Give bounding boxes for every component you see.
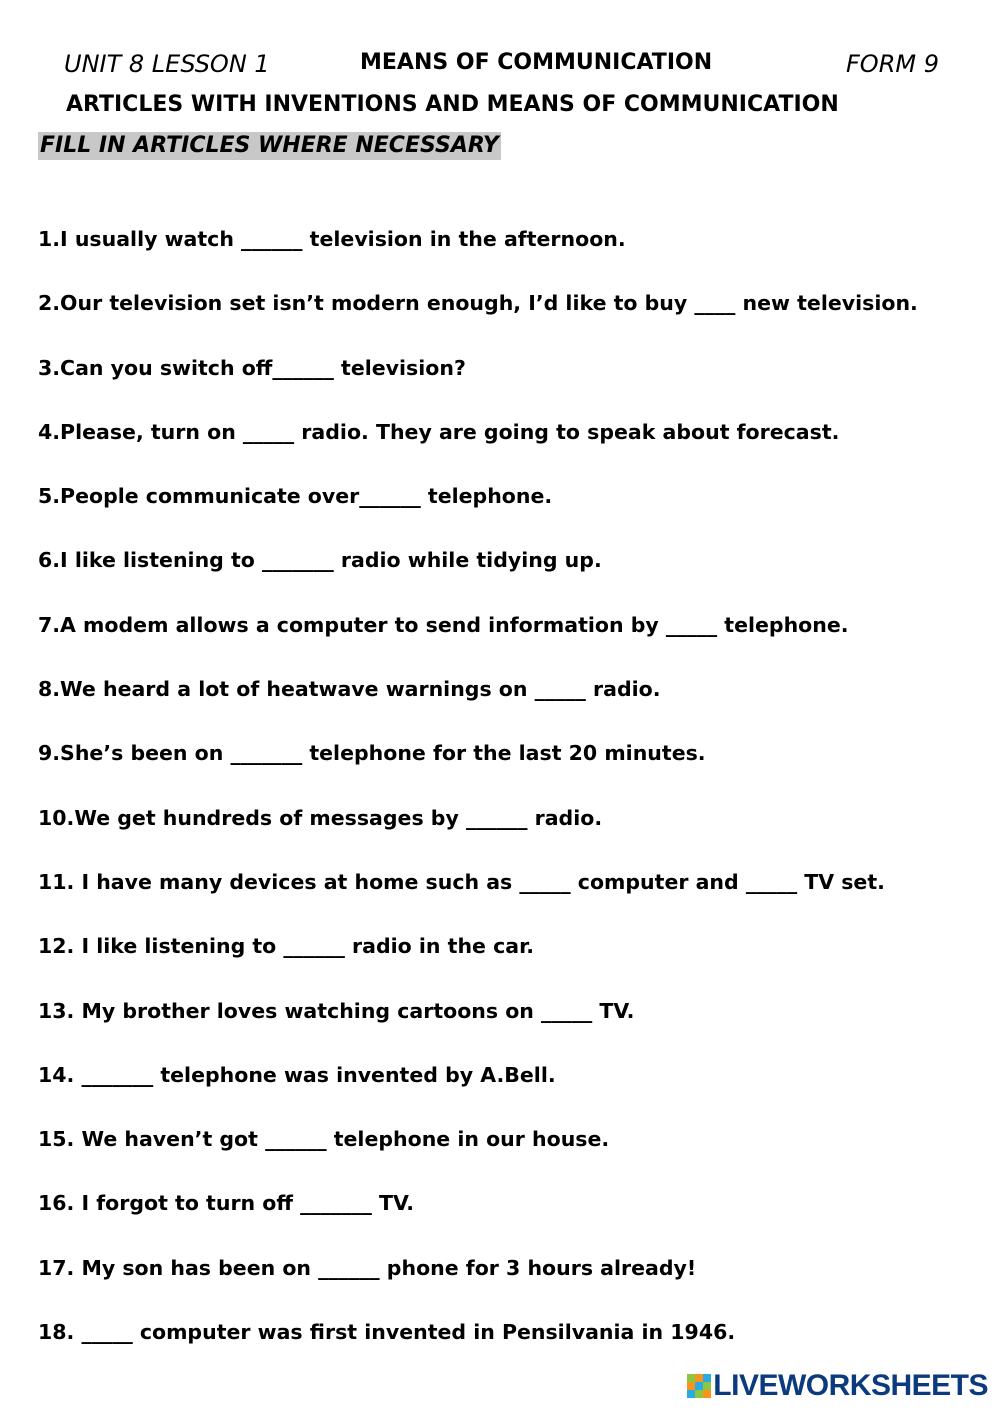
question-item: 7.A modem allows a computer to send information by _____ telephone. <box>38 612 849 637</box>
question-item: 9.She’s been on _______ telephone for the last 20 minutes. <box>38 741 706 766</box>
logo-tile <box>695 1390 703 1398</box>
liveworksheets-logo-icon <box>687 1374 711 1398</box>
subtitle: ARTICLES WITH INVENTIONS AND MEANS OF COMMUNICATION <box>66 92 839 117</box>
logo-tile <box>703 1390 711 1398</box>
question-item: 2.Our television set isn’t modern enough, I’d like to buy ____ new television. <box>38 291 918 316</box>
question-item: 4.Please, turn on _____ radio. They are going to speak about forecast. <box>38 419 840 444</box>
logo-text: LIVEWORKSHEETS <box>713 1369 988 1402</box>
liveworksheets-logo[interactable] <box>687 1369 988 1403</box>
logo-tile <box>703 1374 711 1382</box>
question-item: 10.We get hundreds of messages by ______ radio. <box>38 805 603 830</box>
form-label: FORM 9 <box>846 50 939 78</box>
question-item: 5.People communicate over______ telephone. <box>38 484 553 509</box>
header <box>0 50 1000 84</box>
question-item: 14. _______ telephone was invented by A.Bell. <box>38 1062 556 1087</box>
question-item: 17. My son has been on ______ phone for 3 hours already! <box>38 1255 697 1280</box>
question-item: 15. We haven’t got ______ telephone in our house. <box>38 1127 610 1152</box>
unit-lesson-label: UNIT 8 LESSON 1 <box>64 50 270 78</box>
logo-tile <box>703 1382 711 1390</box>
logo-tile <box>687 1374 695 1382</box>
question-item: 1.I usually watch ______ television in the afternoon. <box>38 227 626 251</box>
question-item: 13. My brother loves watching cartoons on _____ TV. <box>38 998 635 1023</box>
logo-tile <box>687 1390 695 1398</box>
page-title: MEANS OF COMMUNICATION <box>360 50 713 75</box>
question-item: 6.I like listening to _______ radio while tidying up. <box>38 548 602 573</box>
logo-tile <box>695 1382 703 1390</box>
instruction: FILL IN ARTICLES WHERE NECESSARY <box>40 133 499 158</box>
question-item: 3.Can you switch off______ television? <box>38 355 466 380</box>
question-item: 18. _____ computer was first invented in Pensilvania in 1946. <box>38 1320 736 1345</box>
logo-tile <box>695 1374 703 1382</box>
question-item: 16. I forgot to turn off _______ TV. <box>38 1191 414 1216</box>
logo-tile <box>687 1382 695 1390</box>
question-item: 11. I have many devices at home such as _____ computer and _____ TV set. <box>38 869 885 894</box>
question-list <box>38 224 988 1381</box>
question-item: 12. I like listening to ______ radio in the car. <box>38 934 535 959</box>
question-item: 8.We heard a lot of heatwave warnings on _____ radio. <box>38 677 661 702</box>
